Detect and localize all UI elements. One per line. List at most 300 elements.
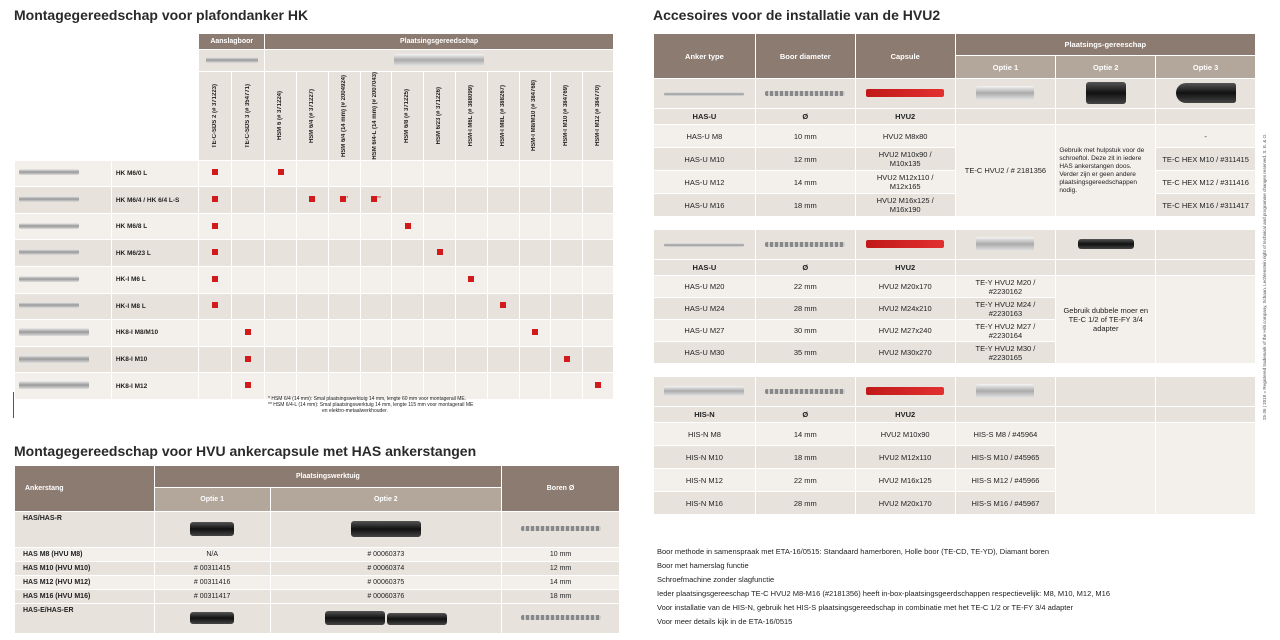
hk-cell <box>296 240 328 267</box>
hk-col-header <box>392 72 424 161</box>
hk-cell <box>232 346 265 373</box>
hvu2-col-plaats: Plaatsings-gereeschap <box>955 34 1255 56</box>
boor-diameter: 18 mm <box>755 446 855 469</box>
anker-type: HIS-N M8 <box>654 423 756 446</box>
hk-col-label: HSM-I M12 (# 384770) <box>594 85 601 147</box>
hk-cell <box>199 187 232 214</box>
hk-cell <box>296 293 328 320</box>
hk-col-label: HSM 6/4 (14 mm) (# 2004924) <box>340 74 347 157</box>
option1-tool-image <box>955 230 1056 260</box>
hvu-opt1-image-2 <box>154 604 270 634</box>
hk-row-name: HK M6/0 L <box>111 160 198 187</box>
option1-value: TE-Y HVU2 M30 / #2230165 <box>955 342 1056 364</box>
hk-row <box>15 187 614 214</box>
compatible-mark-icon <box>212 169 218 175</box>
hk-cell <box>392 213 424 240</box>
hk-cell <box>519 160 551 187</box>
hk-row-name: HK-I M6 L <box>111 266 198 293</box>
empty-cell <box>1156 260 1256 276</box>
hvu-opt1-image <box>154 512 270 548</box>
hk-col-label: HSM 6/23 (# 371226) <box>436 87 443 145</box>
side-legal-text: 25-36 | 2018 = Registered trademark of the Hilti company, Schaan. Lechtenstein right of technical and programme changes reserved. S. E. & O. <box>1262 133 1267 420</box>
hk-cell <box>265 346 297 373</box>
hk-row-name: HK-I M8 L <box>111 293 198 320</box>
hvu-bit-image-2 <box>502 604 620 634</box>
option1-value: HIS-S M12 / #45966 <box>955 469 1056 492</box>
hk-cell <box>424 320 456 347</box>
option1-value: TE-Y HVU2 M24 / #2230163 <box>955 298 1056 320</box>
cap-label: HVU2 <box>855 407 955 423</box>
option1-tool-image <box>955 79 1056 109</box>
hk-col-label: TE-C-SDS 2 (# 371223) <box>211 83 218 148</box>
hk-cell <box>232 293 265 320</box>
hvu-boren-value: 10 mm <box>502 548 620 562</box>
option1-value: HIS-S M8 / #45964 <box>955 423 1056 446</box>
hvu-boren-value: 18 mm <box>502 590 620 604</box>
compatible-mark-icon <box>245 356 251 362</box>
hk-cell <box>487 293 519 320</box>
footnote-ref: ** <box>377 196 381 202</box>
hk-col-header <box>328 72 360 161</box>
anker-type: HAS-U M12 <box>654 171 756 194</box>
empty-cell <box>1056 423 1156 515</box>
hk-cell <box>519 240 551 267</box>
hvu-col-anker: Ankerstang <box>15 466 155 512</box>
hvu-col-plaats: Plaatsingswerktuig <box>154 466 501 488</box>
hvu-row <box>15 590 620 604</box>
option2-tool-image <box>1056 79 1156 109</box>
boor-diameter: 22 mm <box>755 276 855 298</box>
hvu2-col-type: Anker type <box>654 34 756 79</box>
hvu2-image-row <box>654 79 1256 109</box>
anchor-rod-image <box>654 377 756 407</box>
hk-cell <box>551 213 583 240</box>
hvu2-row <box>654 148 1256 171</box>
hk-cell <box>392 240 424 267</box>
hk-cell <box>487 213 519 240</box>
hk-cell <box>392 293 424 320</box>
compatible-mark-icon <box>437 249 443 255</box>
hk-col-header <box>265 72 297 161</box>
hvu2-label-row <box>654 407 1256 423</box>
hvu-boren-value: 12 mm <box>502 562 620 576</box>
capsule: HVU2 M10x90 / M10x135 <box>855 148 955 171</box>
hk-cell <box>455 346 487 373</box>
hk-cell <box>519 346 551 373</box>
hvu-opt1-value: # 00311416 <box>154 576 270 590</box>
hvu2-row <box>654 194 1256 217</box>
hk-cell <box>296 320 328 347</box>
hk-cell <box>392 187 424 214</box>
hvu-opt1-value: # 00311415 <box>154 562 270 576</box>
compatible-mark-icon <box>212 196 218 202</box>
compatible-mark-icon <box>212 223 218 229</box>
option1-value: TE-C HVU2 / # 2181356 <box>955 125 1056 217</box>
hk-cell <box>328 266 360 293</box>
anchor-rod-image <box>654 230 756 260</box>
hk-row-name: HK8-I M8/M10 <box>111 320 198 347</box>
option1-tool-image <box>955 377 1056 407</box>
hk-cell <box>551 320 583 347</box>
hk-cell <box>424 346 456 373</box>
hk-row <box>15 266 614 293</box>
hvu-opt2-value: # 00060375 <box>270 576 502 590</box>
hvu-opt2-value: # 00060376 <box>270 590 502 604</box>
hk-cell <box>296 160 328 187</box>
hk-cell <box>328 240 360 267</box>
capsule-image <box>855 377 955 407</box>
capsule: HVU2 M8x80 <box>855 125 955 148</box>
compatible-mark-icon <box>532 329 538 335</box>
hvu-opt2-value: # 00060374 <box>270 562 502 576</box>
option2-text: Gebruik met hulpstuk voor de schroeftol. Deze zit in iedere HAS ankerstangen doos. Verder zijn er geen andere plaatsingsgereedschappen nodig. <box>1056 125 1156 217</box>
hk-anchor-image <box>15 187 112 214</box>
hk-group-aanslagboor: Aanslagboor <box>199 34 265 50</box>
hk-cell <box>328 187 360 214</box>
anker-type: HIS-N M10 <box>654 446 756 469</box>
hk-col-label: HSM 6/8 (# 371225) <box>404 88 411 143</box>
compatible-mark-icon <box>245 329 251 335</box>
hk-col-header <box>455 72 487 161</box>
hk-cell <box>265 320 297 347</box>
hk-col-label: HSM-I M10 (# 384769) <box>563 85 570 147</box>
option3-tool-image <box>1156 79 1256 109</box>
capsule-image <box>855 230 955 260</box>
hk-cell <box>487 266 519 293</box>
compatible-mark-icon <box>405 223 411 229</box>
hk-col-label: HSM-I M8/M10 (# 384768) <box>531 80 538 152</box>
hk-cell <box>199 266 232 293</box>
hk-anchor-image <box>15 320 112 347</box>
hk-cell <box>424 187 456 214</box>
diam-label: Ø <box>755 260 855 276</box>
empty-cell <box>1156 423 1256 515</box>
hk-cell <box>199 293 232 320</box>
hk-cell <box>199 240 232 267</box>
hvu-col-boren: Boren Ø <box>502 466 620 512</box>
hk-cell <box>232 240 265 267</box>
hk-row <box>15 240 614 267</box>
hvu-opt2-image <box>270 512 502 548</box>
empty-cell <box>1156 407 1256 423</box>
hk-cell <box>360 320 392 347</box>
option2-tool-image <box>1056 230 1156 260</box>
hk-cell <box>199 213 232 240</box>
hk-col-header <box>360 72 392 161</box>
boor-diameter: 22 mm <box>755 469 855 492</box>
hk-cell <box>328 160 360 187</box>
hk-cell <box>296 266 328 293</box>
hk-anchor-image <box>15 160 112 187</box>
anker-type: HAS-U M16 <box>654 194 756 217</box>
empty-cell <box>1156 109 1256 125</box>
anker-type: HAS-U M20 <box>654 276 756 298</box>
hvu2-row <box>654 276 1256 298</box>
hvu-opt1-value: # 00311417 <box>154 590 270 604</box>
compatible-mark-icon <box>212 302 218 308</box>
boor-diameter: 10 mm <box>755 125 855 148</box>
hk-title: Montagegereedschap voor plafondanker HK <box>14 7 309 23</box>
hvu2-note-1: Boor methode in samenspraak met ETA-16/0515: Standaard hamerboren, Holle boor (TE-CD, TE-YD), Diamant boren <box>657 547 1049 556</box>
option1-value: TE-Y HVU2 M27 / #2230164 <box>955 320 1056 342</box>
hk-cell <box>392 160 424 187</box>
hk-cell <box>360 187 392 214</box>
hk-cell <box>424 293 456 320</box>
hk-cell <box>583 187 614 214</box>
option3-value: TE-C HEX M10 / #311415 <box>1156 148 1256 171</box>
hk-cell <box>487 346 519 373</box>
hk-anchor-image <box>15 266 112 293</box>
hk-row-name: HK M6/4 / HK 6/4 L-S <box>111 187 198 214</box>
hk-cell <box>424 160 456 187</box>
hvu2-col-o3: Optie 3 <box>1156 56 1256 79</box>
hk-anchor-image <box>15 293 112 320</box>
anker-type: HAS-U M30 <box>654 342 756 364</box>
hk-cell <box>487 320 519 347</box>
hk-row <box>15 160 614 187</box>
hk-cell <box>583 346 614 373</box>
capsule: HVU2 M30x270 <box>855 342 955 364</box>
group-label: HAS-U <box>654 260 756 276</box>
hk-cell <box>551 160 583 187</box>
boor-diameter: 14 mm <box>755 423 855 446</box>
hk-cell <box>232 187 265 214</box>
hvu-opt2-value: # 00060373 <box>270 548 502 562</box>
diam-label: Ø <box>755 407 855 423</box>
hvu2-row <box>654 423 1256 446</box>
hk-cell <box>455 320 487 347</box>
hk-cell <box>360 213 392 240</box>
hk-cell <box>551 266 583 293</box>
diam-label: Ø <box>755 109 855 125</box>
hk-cell <box>328 213 360 240</box>
option3-value: TE-C HEX M16 / #311417 <box>1156 194 1256 217</box>
hk-cell <box>199 346 232 373</box>
hk-cell <box>519 213 551 240</box>
hvu2-col-boor: Boor diameter <box>755 34 855 79</box>
option2-tool-image <box>1056 377 1156 407</box>
aanslagboor-image <box>199 50 265 72</box>
hvu2-label-row <box>654 109 1256 125</box>
hk-col-header <box>583 72 614 161</box>
option3-tool-image <box>1156 230 1256 260</box>
compatible-mark-icon <box>212 249 218 255</box>
hk-cell <box>232 320 265 347</box>
hk-cell <box>265 160 297 187</box>
boor-diameter: 18 mm <box>755 194 855 217</box>
hk-cell <box>455 293 487 320</box>
hvu-title: Montagegereedschap voor HVU ankercapsule met HAS ankerstangen <box>14 443 477 459</box>
hvu-ankerstang: HAS M8 (HVU M8) <box>15 548 155 562</box>
hvu2-note-5: Voor installatie van de HIS-N, gebruik het HIS-S plaatsingsgereedschap in combinatie met het TE-C 1/2 or TE-FY 3/4 adapter <box>657 603 1074 612</box>
hvu2-image-row <box>654 230 1256 260</box>
hk-cell <box>296 187 328 214</box>
hk-col-label: HSM-I M8L (# 388267) <box>499 85 506 147</box>
hk-cell <box>455 160 487 187</box>
hk-col-label: HSM 6/4-L (14 mm) (# 2007043) <box>372 72 379 160</box>
left-rule <box>13 392 14 418</box>
hk-cell <box>328 293 360 320</box>
hk-row <box>15 213 614 240</box>
hk-cell <box>519 293 551 320</box>
group-label: HAS-U <box>654 109 756 125</box>
hk-col-header <box>551 72 583 161</box>
hvu-ankerstang: HAS M10 (HVU M10) <box>15 562 155 576</box>
hk-cell <box>360 240 392 267</box>
hvu-row <box>15 562 620 576</box>
hk-footnote-1: * HSM 6/4 (14 mm): Smal plaatsingswerktuig 14 mm, lengte 60 mm voor montagerail ME. <box>268 396 467 402</box>
hk-cell <box>583 213 614 240</box>
boor-diameter: 30 mm <box>755 320 855 342</box>
hk-cell <box>519 187 551 214</box>
hk-cell <box>360 293 392 320</box>
option3-value: TE-C HEX M12 / #311416 <box>1156 171 1256 194</box>
hk-col-label: HSM 6 (# 371224) <box>277 91 284 141</box>
hk-row <box>15 346 614 373</box>
hk-cell <box>392 346 424 373</box>
cap-label: HVU2 <box>855 260 955 276</box>
drill-bit-image <box>755 377 855 407</box>
hk-col-header <box>232 72 265 161</box>
hvu-bit-image <box>502 512 620 548</box>
hk-table <box>14 33 614 400</box>
option1-value: HIS-S M16 / #45967 <box>955 492 1056 515</box>
hk-cell <box>328 346 360 373</box>
hk-row <box>15 293 614 320</box>
hk-cell <box>455 266 487 293</box>
hvu-opt1-value: N/A <box>154 548 270 562</box>
hvu-ankerstang: HAS M12 (HVU M12) <box>15 576 155 590</box>
hvu2-table <box>653 33 1256 515</box>
hk-col-header <box>199 72 232 161</box>
hvu-sub-has: HAS/HAS-R <box>15 512 155 548</box>
anker-type: HAS-U M27 <box>654 320 756 342</box>
hk-cell <box>296 213 328 240</box>
boor-diameter: 12 mm <box>755 148 855 171</box>
empty-cell <box>955 407 1056 423</box>
capsule: HVU2 M12x110 / M12x165 <box>855 171 955 194</box>
option1-value: TE-Y HVU2 M20 / #2230162 <box>955 276 1056 298</box>
hk-cell <box>360 346 392 373</box>
cap-label: HVU2 <box>855 109 955 125</box>
hvu2-col-o2: Optie 2 <box>1056 56 1156 79</box>
hvu2-label-row <box>654 260 1256 276</box>
hk-cell <box>265 240 297 267</box>
hk-cell <box>199 320 232 347</box>
drill-bit-image <box>755 79 855 109</box>
hk-cell <box>519 266 551 293</box>
hk-row-name: HK8-I M10 <box>111 346 198 373</box>
hk-col-label: HSM-I M6L (# 388099) <box>467 85 474 147</box>
hk-cell <box>551 346 583 373</box>
hk-cell <box>583 293 614 320</box>
drill-bit-image <box>755 230 855 260</box>
hk-cell <box>583 320 614 347</box>
hk-cell <box>265 213 297 240</box>
hk-anchor-image <box>15 346 112 373</box>
boor-diameter: 14 mm <box>755 171 855 194</box>
hk-footnote-3: en elektro-metaalwerkhouder. <box>322 408 388 414</box>
capsule-image <box>855 79 955 109</box>
hk-cell <box>199 373 232 400</box>
empty-cell <box>1056 407 1156 423</box>
hvu2-title: Accesoires voor de installatie van de HVU2 <box>653 7 941 23</box>
hk-cell <box>583 160 614 187</box>
compatible-mark-icon <box>564 356 570 362</box>
hk-cell <box>583 266 614 293</box>
capsule: HVU2 M16x125 <box>855 469 955 492</box>
hk-col-header <box>487 72 519 161</box>
capsule: HVU2 M12x110 <box>855 446 955 469</box>
hk-cell <box>232 160 265 187</box>
hk-col-label: TE-C-SDS 3 (# 354771) <box>244 83 251 148</box>
hvu2-note-4: Ieder plaatsingsgereeschap TE-C HVU2 M8-M16 (#2181356) heeft in-box-plaatsingsgeerdschappen respectievelijk: M8, M10, M12, M16 <box>657 589 1111 598</box>
capsule: HVU2 M27x240 <box>855 320 955 342</box>
hvu-row <box>15 576 620 590</box>
hk-col-header <box>296 72 328 161</box>
boor-diameter: 28 mm <box>755 492 855 515</box>
capsule: HVU2 M20x170 <box>855 276 955 298</box>
hk-cell <box>455 187 487 214</box>
anchor-rod-image <box>654 79 756 109</box>
hvu-table <box>14 465 620 634</box>
anker-type: HIS-N M12 <box>654 469 756 492</box>
hvu2-note-3: Schroefmachine zonder slagfunctie <box>657 575 775 584</box>
hk-cell <box>455 240 487 267</box>
hvu-col-opt2: Optie 2 <box>270 488 502 512</box>
hk-col-label: HSM 6/4 (# 371227) <box>308 88 315 143</box>
capsule: HVU2 M24x210 <box>855 298 955 320</box>
hvu2-col-cap: Capsule <box>855 34 955 79</box>
hk-cell <box>519 320 551 347</box>
hvu2-note-2: Boor met hamerslag functie <box>657 561 749 570</box>
hvu2-col-o1: Optie 1 <box>955 56 1056 79</box>
hk-cell <box>199 160 232 187</box>
hk-cell <box>487 240 519 267</box>
empty-cell <box>1056 109 1156 125</box>
anker-type: HAS-U M8 <box>654 125 756 148</box>
hvu-opt2-image-2 <box>270 604 502 634</box>
hvu2-image-row <box>654 377 1256 407</box>
hk-row-name: HK M6/23 L <box>111 240 198 267</box>
option3-tool-image <box>1156 377 1256 407</box>
empty-cell <box>1056 260 1156 276</box>
capsule: HVU2 M10x90 <box>855 423 955 446</box>
hk-anchor-image <box>15 240 112 267</box>
hk-group-plaatsing: Plaatsingsgereedschap <box>265 34 614 50</box>
hk-cell <box>328 320 360 347</box>
footnote-ref: * <box>346 196 349 202</box>
hk-cell <box>487 187 519 214</box>
empty-cell <box>955 109 1056 125</box>
hvu-col-opt1: Optie 1 <box>154 488 270 512</box>
anker-type: HAS-U M10 <box>654 148 756 171</box>
hk-cell <box>392 266 424 293</box>
hk-row-name: HK M6/8 L <box>111 213 198 240</box>
hvu-sub-hase: HAS-E/HAS-ER <box>15 604 155 634</box>
empty-cell <box>955 260 1056 276</box>
hk-cell <box>296 346 328 373</box>
compatible-mark-icon <box>595 382 601 388</box>
option1-value: HIS-S M10 / #45965 <box>955 446 1056 469</box>
hk-cell <box>392 320 424 347</box>
hk-cell <box>265 187 297 214</box>
hvu-row <box>15 548 620 562</box>
compatible-mark-icon <box>212 276 218 282</box>
boor-diameter: 28 mm <box>755 298 855 320</box>
hvu2-note-6: Voor meer details kijk in de ETA-16/0515 <box>657 617 793 626</box>
hk-cell <box>360 160 392 187</box>
